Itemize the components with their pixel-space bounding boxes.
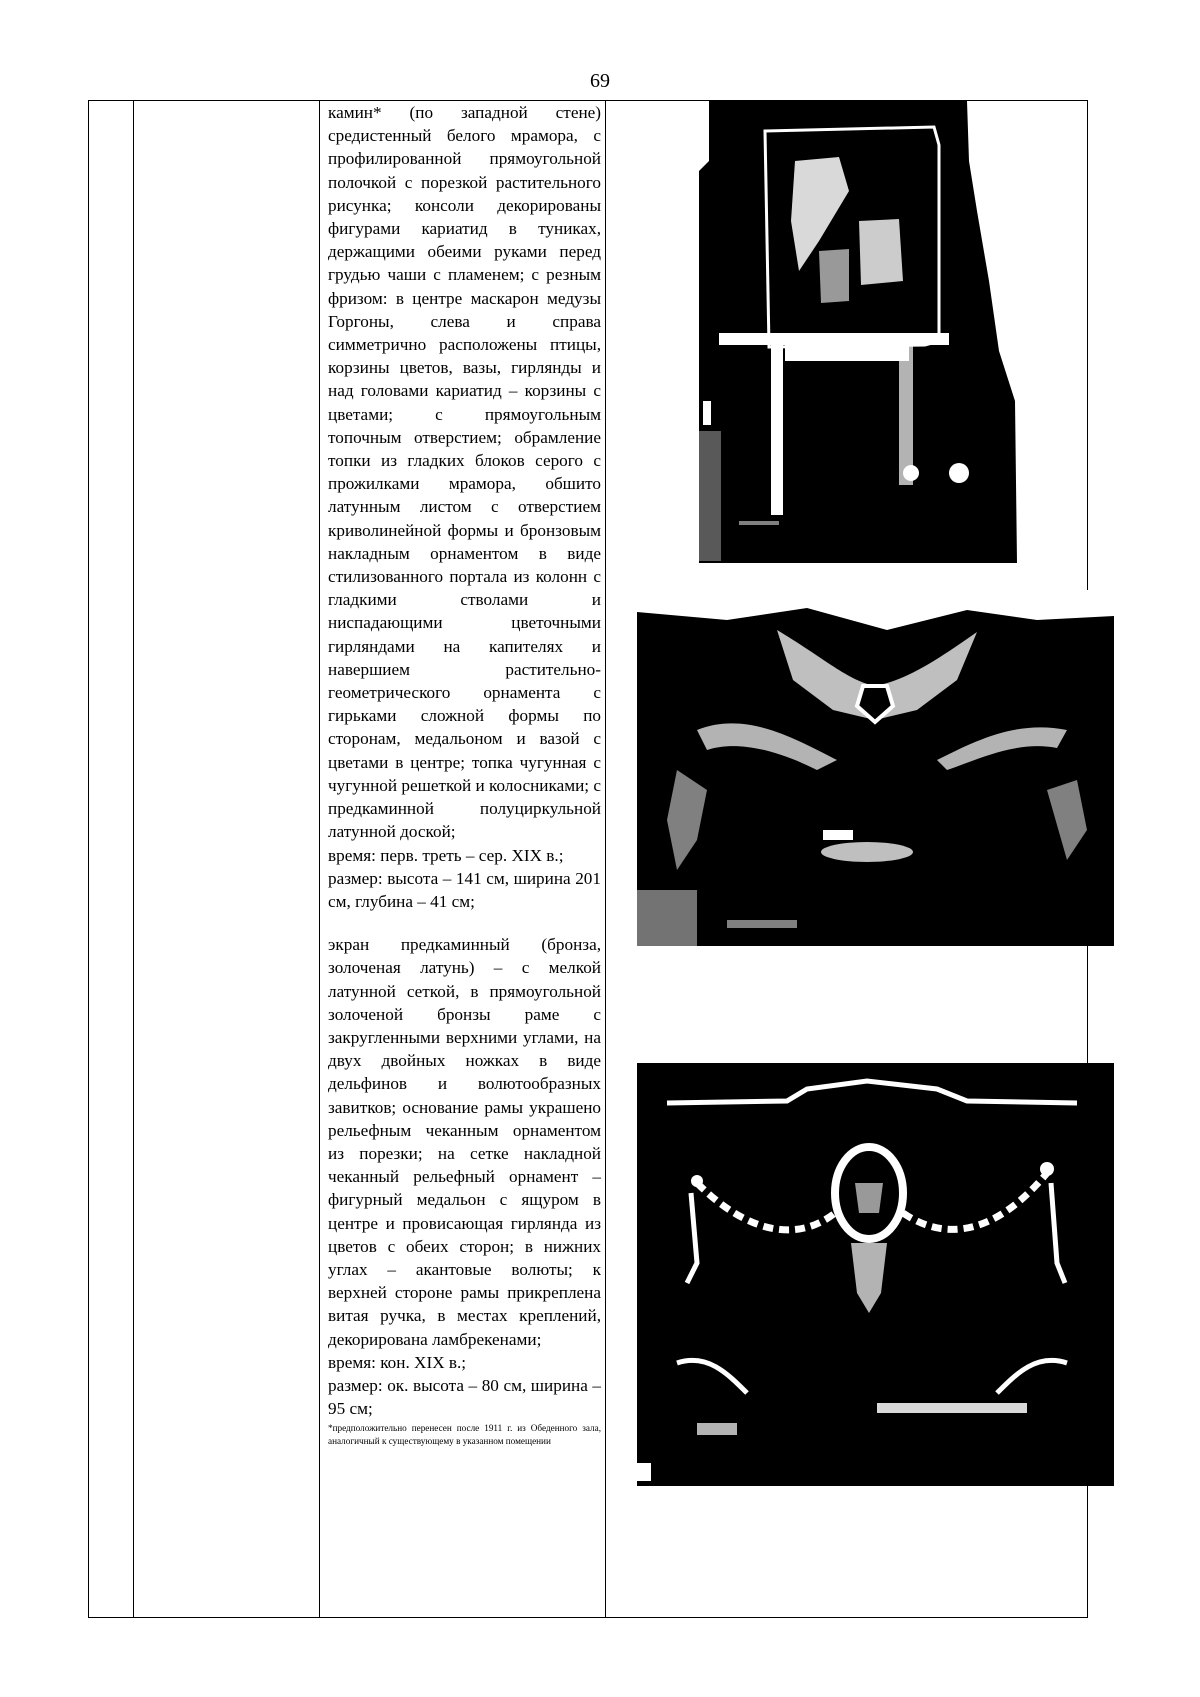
page-number: 69: [590, 70, 610, 92]
column-divider-1: [133, 101, 134, 1617]
screen-description: экран предкаминный (бронза, золоченая латунь) – с мелкой латунной сеткой, в прямоугольной золоченой бронзы раме с закругленными верхними углами, на двух двойных ножках в виде дельфинов и волютообразных завитков; основание рамы украшено рельефным чеканным орнаментом из порезки; на сетке накладной чеканный рельефный орнамент – фигурный медальон с ящуром в центре и провисающая гирлянда из цветов с обеих сторон; в нижних углах – акантовые волюты; к верхней стороне рамы прикреплена витая ручка, в местах креплений, декорирована ламбрекенами;: [328, 935, 601, 1349]
fireplace-time: время: перв. треть – сер. XIX в.;: [328, 845, 564, 865]
fireplace-photo: [699, 101, 1049, 563]
column-divider-3: [605, 101, 606, 1617]
footnote: *предположительно перенесен после 1911 г. из Обеденного зала, аналогичный к существующему в указанном помещении: [328, 1423, 601, 1446]
fireplace-frieze-photo: [637, 590, 1114, 946]
fire-screen-photo: [637, 1063, 1114, 1486]
screen-size: размер: ок. высота – 80 см, ширина – 95 см;: [328, 1375, 601, 1419]
description-column: [319, 101, 605, 1617]
fireplace-description: камин* (по западной стене) средистенный белого мрамора, с профилированной прямоугольной полочкой с порезкой растительного рисунка; консоли декорированы фигурами кариатид в туниках, держащими обеими руками перед грудью чаши с пламенем; с резным фризом: в центре маскарон медузы Горгоны, слева и справа симметрично расположены птицы, корзины цветов, вазы, гирлянды и над головами кариатид – корзины с цветами; с прямоугольным топочным отверстием; обрамление топки из гладких блоков серого с прожилками мрамора, обшито латунным листом с отверстием криволинейной формы и бронзовым накладным орнаментом в виде стилизованного портала из колонн с гладкими стволами и ниспадающими цветочными гирляндами на капителях и навершием растительно-геометрического орнамента с гирьками сложной формы по сторонам, медальоном и вазой с цветами в центре; топка чугунная с чугунной решеткой и колосниками; с предкаминной полуциркульной латунной доской;: [328, 103, 601, 842]
fireplace-size: размер: высота – 141 см, ширина 201 см, глубина – 41 см;: [328, 868, 601, 911]
screen-time: время: кон. XIX в.;: [328, 1352, 467, 1372]
